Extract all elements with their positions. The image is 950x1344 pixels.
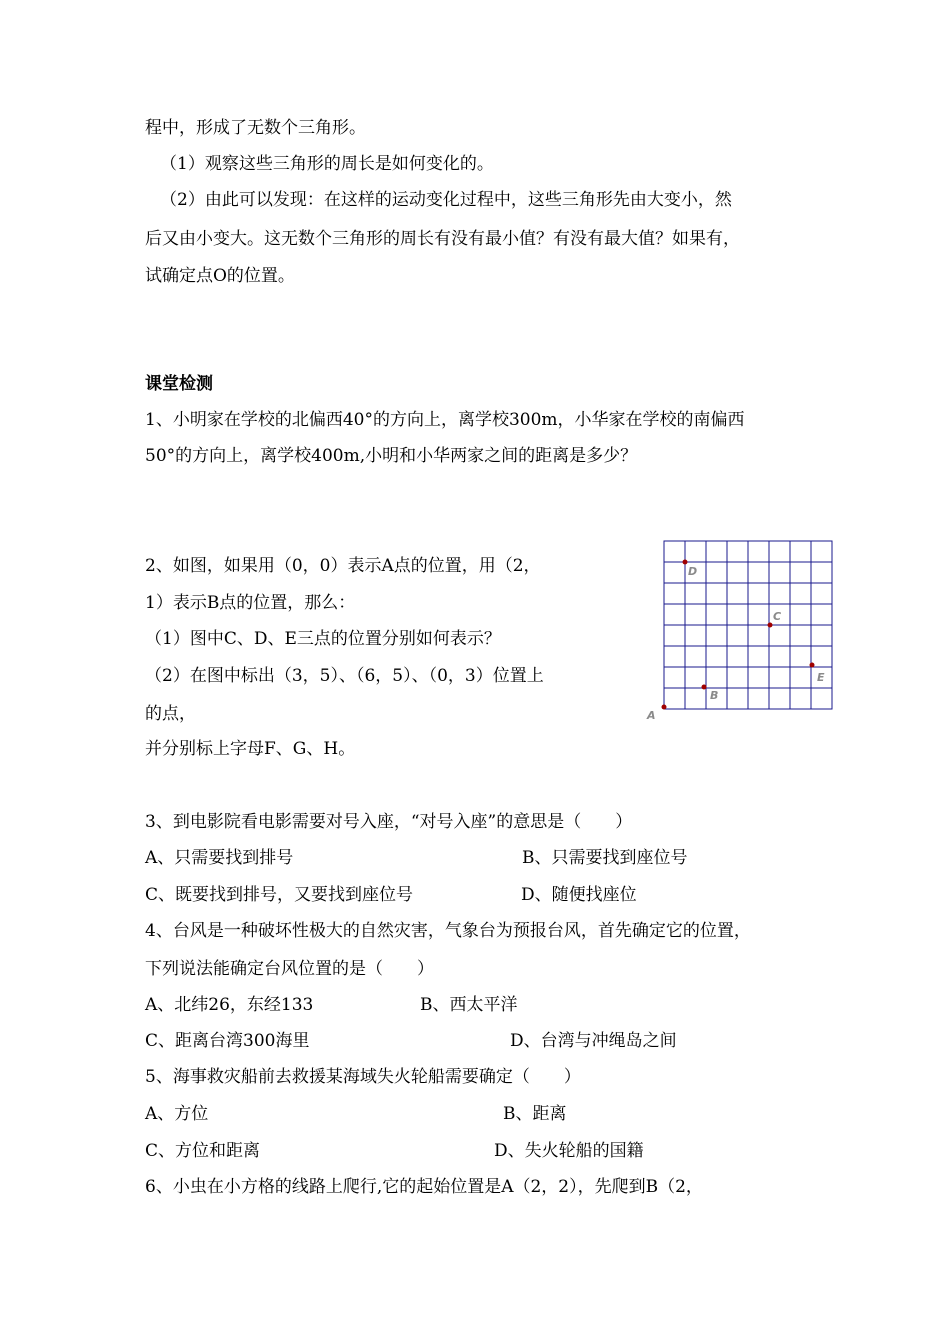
q4-option-a: A、北纬26，东经133 xyxy=(145,995,314,1015)
q5-option-a: A、方位 xyxy=(145,1104,209,1124)
grid-points xyxy=(662,560,815,710)
q3-option-a: A、只需要找到排号 xyxy=(145,848,294,868)
point-e-label: E xyxy=(817,671,825,684)
point-c-marker xyxy=(768,623,773,628)
q5-option-d: D、失火轮船的国籍 xyxy=(494,1141,644,1161)
q3-option-d: D、随便找座位 xyxy=(521,885,637,905)
text-line: （1）观察这些三角形的周长是如何变化的。 xyxy=(160,154,494,174)
question-4-stem: 4、台风是一种破坏性极大的自然灾害，气象台为预报台风，首先确定它的位置， xyxy=(145,921,751,941)
coordinate-grid-figure xyxy=(640,535,840,725)
question-2-line: 1）表示B点的位置，那么： xyxy=(145,593,356,613)
question-3-stem: 3、到电影院看电影需要对号入座，“对号入座”的意思是（ ） xyxy=(145,812,633,832)
point-d-label: D xyxy=(688,565,698,578)
q5-option-c: C、方位和距离 xyxy=(145,1141,261,1161)
question-2-line: （2）在图中标出（3，5）、（6，5）、（0，3）位置上 xyxy=(145,666,544,686)
section-title: 课堂检测 xyxy=(145,374,213,394)
point-e-marker xyxy=(810,663,815,668)
text-line: 后又由小变大。这无数个三角形的周长有没有最小值？有没有最大值？如果有， xyxy=(145,229,740,249)
point-a-marker xyxy=(662,705,667,710)
question-2-line: 的点， xyxy=(145,704,196,724)
question-1-line: 50°的方向上，离学校400m,小明和小华两家之间的距离是多少？ xyxy=(145,446,638,466)
question-2-line: 2、如图，如果用（0，0）表示A点的位置，用（2， xyxy=(145,556,541,576)
q4-option-d: D、台湾与冲绳岛之间 xyxy=(510,1031,677,1051)
question-2-line: 并分别标上字母F、G、H。 xyxy=(145,739,356,759)
text-line: 程中，形成了无数个三角形。 xyxy=(145,118,366,138)
question-6-line: 6、小虫在小方格的线路上爬行,它的起始位置是A（2，2），先爬到B（2， xyxy=(145,1177,703,1197)
q3-option-b: B、只需要找到座位号 xyxy=(522,848,688,868)
point-b-label: B xyxy=(710,689,719,702)
text-line: （2）由此可以发现：在这样的运动变化过程中，这些三角形先由大变小，然 xyxy=(160,190,732,210)
point-c-label: C xyxy=(773,610,782,623)
point-b-marker xyxy=(702,685,707,690)
question-5-stem: 5、海事救灾船前去救援某海域失火轮船需要确定（ ） xyxy=(145,1067,581,1087)
point-d-marker xyxy=(683,560,688,565)
q4-option-b: B、西太平洋 xyxy=(420,995,518,1015)
point-a-label: A xyxy=(647,709,656,722)
text-line: 试确定点O的位置。 xyxy=(145,266,295,286)
q4-option-c: C、距离台湾300海里 xyxy=(145,1031,310,1051)
question-4-stem: 下列说法能确定台风位置的是（ ） xyxy=(145,959,434,979)
q5-option-b: B、距离 xyxy=(503,1104,567,1124)
q3-option-c: C、既要找到排号，又要找到座位号 xyxy=(145,885,414,905)
question-2-line: （1）图中C、D、E三点的位置分别如何表示？ xyxy=(145,629,501,649)
question-1-line: 1、小明家在学校的北偏西40°的方向上，离学校300m，小华家在学校的南偏西 xyxy=(145,410,745,430)
